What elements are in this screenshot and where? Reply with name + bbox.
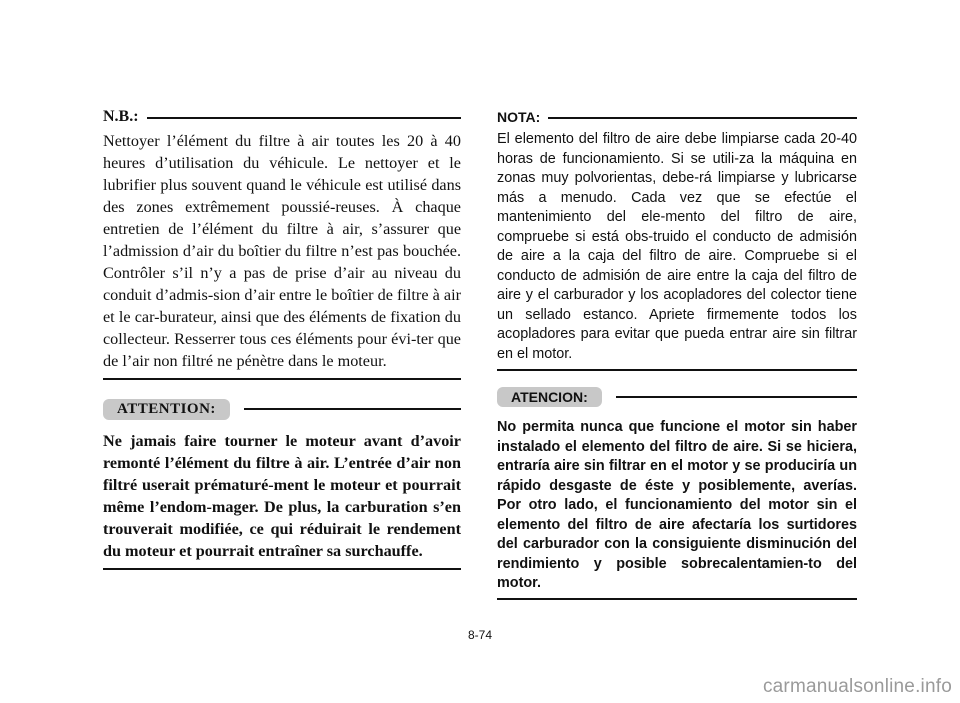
note-end-rule xyxy=(103,378,461,380)
french-column xyxy=(103,106,461,570)
caution-text-fr: Ne jamais faire tourner le moteur avant d’avoir remonté l’élément du filtre à air. L’entrée d’air non filtré userait prématuré-ment le moteur et pourrait même l’endom-mager. De plus, la carburation s’en trouverait modifiée, ce qui réduirait le rendement du moteur et pourrait entraîner sa surchauffe. xyxy=(103,432,461,560)
note-header-es xyxy=(497,106,857,128)
header-rule xyxy=(616,396,857,398)
watermark-text: carmanualsonline.info xyxy=(762,676,952,697)
caution-end-rule xyxy=(497,598,857,600)
caution-badge-fr: ATTENTION: xyxy=(103,399,230,420)
spanish-column xyxy=(497,106,857,600)
header-rule xyxy=(147,117,461,119)
page-number: 8-74 xyxy=(467,628,493,642)
header-rule xyxy=(244,408,461,410)
note-label-es: NOTA: xyxy=(497,109,541,125)
caution-end-rule xyxy=(103,568,461,570)
note-text-es: El elemento del filtro de aire debe limpiarse cada 20-40 horas de funcionamiento. Si se utili-za la máquina en zonas muy polvorientas, debe-rá limpiarse y lubricarse más a menudo. Cada vez que se efectúe el mantenimiento del ele-mento del filtro de aire, compruebe si está obs-truido el conducto de admisión de aire a la caja del filtro de aire. Compruebe si el conducto de admisión de aire entre la caja del filtro de aire y el carburador y los acopladores del colector tiene un sellado estanco. Apriete firmemente todos los acopladores para evitar que pueda entrar aire sin filtrar en el motor. xyxy=(497,131,857,362)
caution-header-fr xyxy=(103,396,461,422)
note-end-rule xyxy=(497,369,857,371)
note-label-fr: N.B.: xyxy=(103,108,139,125)
header-rule xyxy=(548,117,857,119)
caution-badge-es: ATENCION: xyxy=(497,387,602,407)
note-text-fr: Nettoyer l’élément du filtre à air toutes les 20 à 40 heures d’utilisation du véhicule. Le nettoyer et le lubrifier plus souvent quand le véhicule est utilisé dans des zones extrêmement poussié-reuses. À chaque entretien de l’élément du filtre à air, s’assurer que l’admission d’air du boîtier du filtre n’est pas bouchée. Contrôler s’il n’y a pas de prise d’air au niveau du conduit d’admis-sion d’air entre le boîtier de filtre à air et le car-burateur, ainsi que des éléments de fixation du collecteur. Resserrer tous ces éléments pour évi-ter que de l’air non filtré ne pénètre dans le moteur. xyxy=(103,132,461,370)
caution-header-es xyxy=(497,384,857,410)
note-header-fr xyxy=(103,106,461,128)
caution-text-es: No permita nunca que funcione el motor sin haber instalado el elemento del filtro de aire. Si se hiciera, entraría aire sin filtrar en el motor y se produciría un rápido desgaste de éste y posiblemente, averías. Por otro lado, el funcionamiento del motor sin el elemento del filtro de aire afectaría los surtidores del carburador con la consiguiente disminución del rendimiento y posible sobrecalentamien-to del motor. xyxy=(497,419,857,591)
